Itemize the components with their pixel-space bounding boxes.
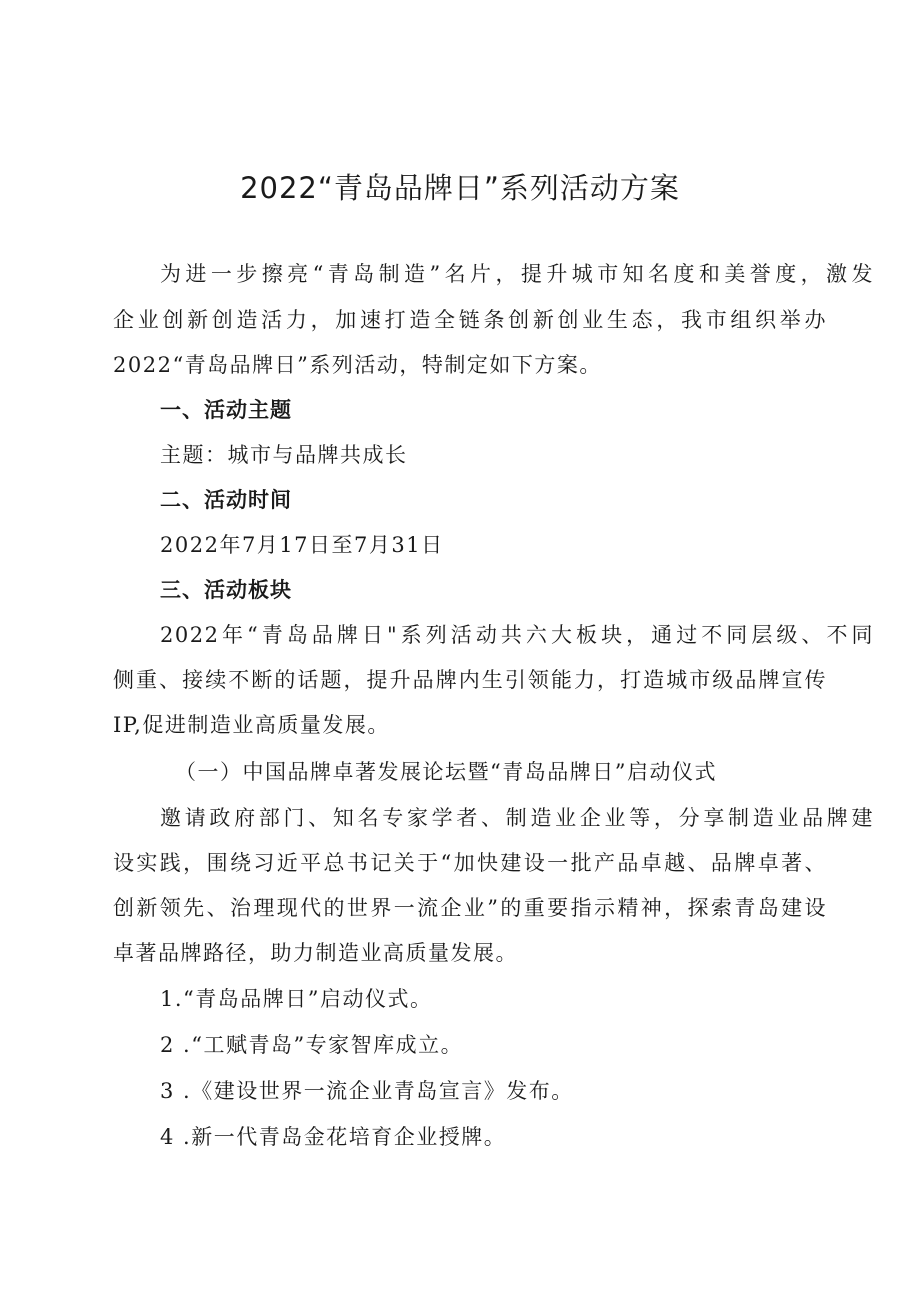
intro-line-3: 2022“青岛品牌日”系列活动，特制定如下方案。 [113,353,602,377]
section-blocks-line-3: IP,促进制造业高质量发展。 [113,713,390,737]
subsection-1-line-3: 创新领先、治理现代的世界一流企业”的重要指示精神，探索青岛建设 [113,896,827,920]
section-time-heading: 二、活动时间 [160,488,292,512]
list-item: 1.“青岛品牌日”启动仪式。 [160,987,433,1011]
section-theme-text: 主题：城市与品牌共成长 [160,443,408,467]
subsection-1-line-4: 卓著品牌路径，助力制造业高质量发展。 [113,941,518,965]
intro-line-2: 企业创新创造活力，加速打造全链条创新创业生态，我市组织举办 [113,308,827,332]
list-item: 4 .新一代青岛金花培育企业授牌。 [160,1125,507,1149]
list-item: 3 .《建设世界一流企业青岛宣言》发布。 [160,1079,574,1103]
section-blocks-line-2: 侧重、接续不断的话题，提升品牌内生引领能力，打造城市级品牌宣传 [113,668,827,692]
list-item: 2 .“工赋青岛”专家智库成立。 [160,1033,464,1057]
document-title: 2022“青岛品牌日”系列活动方案 [240,171,680,205]
section-time-text: 2022年7月17日至7月31日 [160,533,444,557]
section-theme-heading: 一、活动主题 [160,398,292,422]
subsection-1-line-1: 邀请政府部门、知名专家学者、制造业企业等，分享制造业品牌建 [160,806,874,830]
subsection-1-line-2: 设实践，围绕习近平总书记关于“加快建设一批产品卓越、品牌卓著、 [113,851,827,875]
section-blocks-heading: 三、活动板块 [160,578,292,602]
intro-line-1: 为进一步擦亮“青岛制造”名片，提升城市知名度和美誉度，激发 [160,262,874,286]
subsection-1-heading: （一）中国品牌卓著发展论坛暨“青岛品牌日”启动仪式 [175,760,717,784]
section-blocks-line-1: 2022年“青岛品牌日"系列活动共六大板块，通过不同层级、不同 [160,623,874,647]
